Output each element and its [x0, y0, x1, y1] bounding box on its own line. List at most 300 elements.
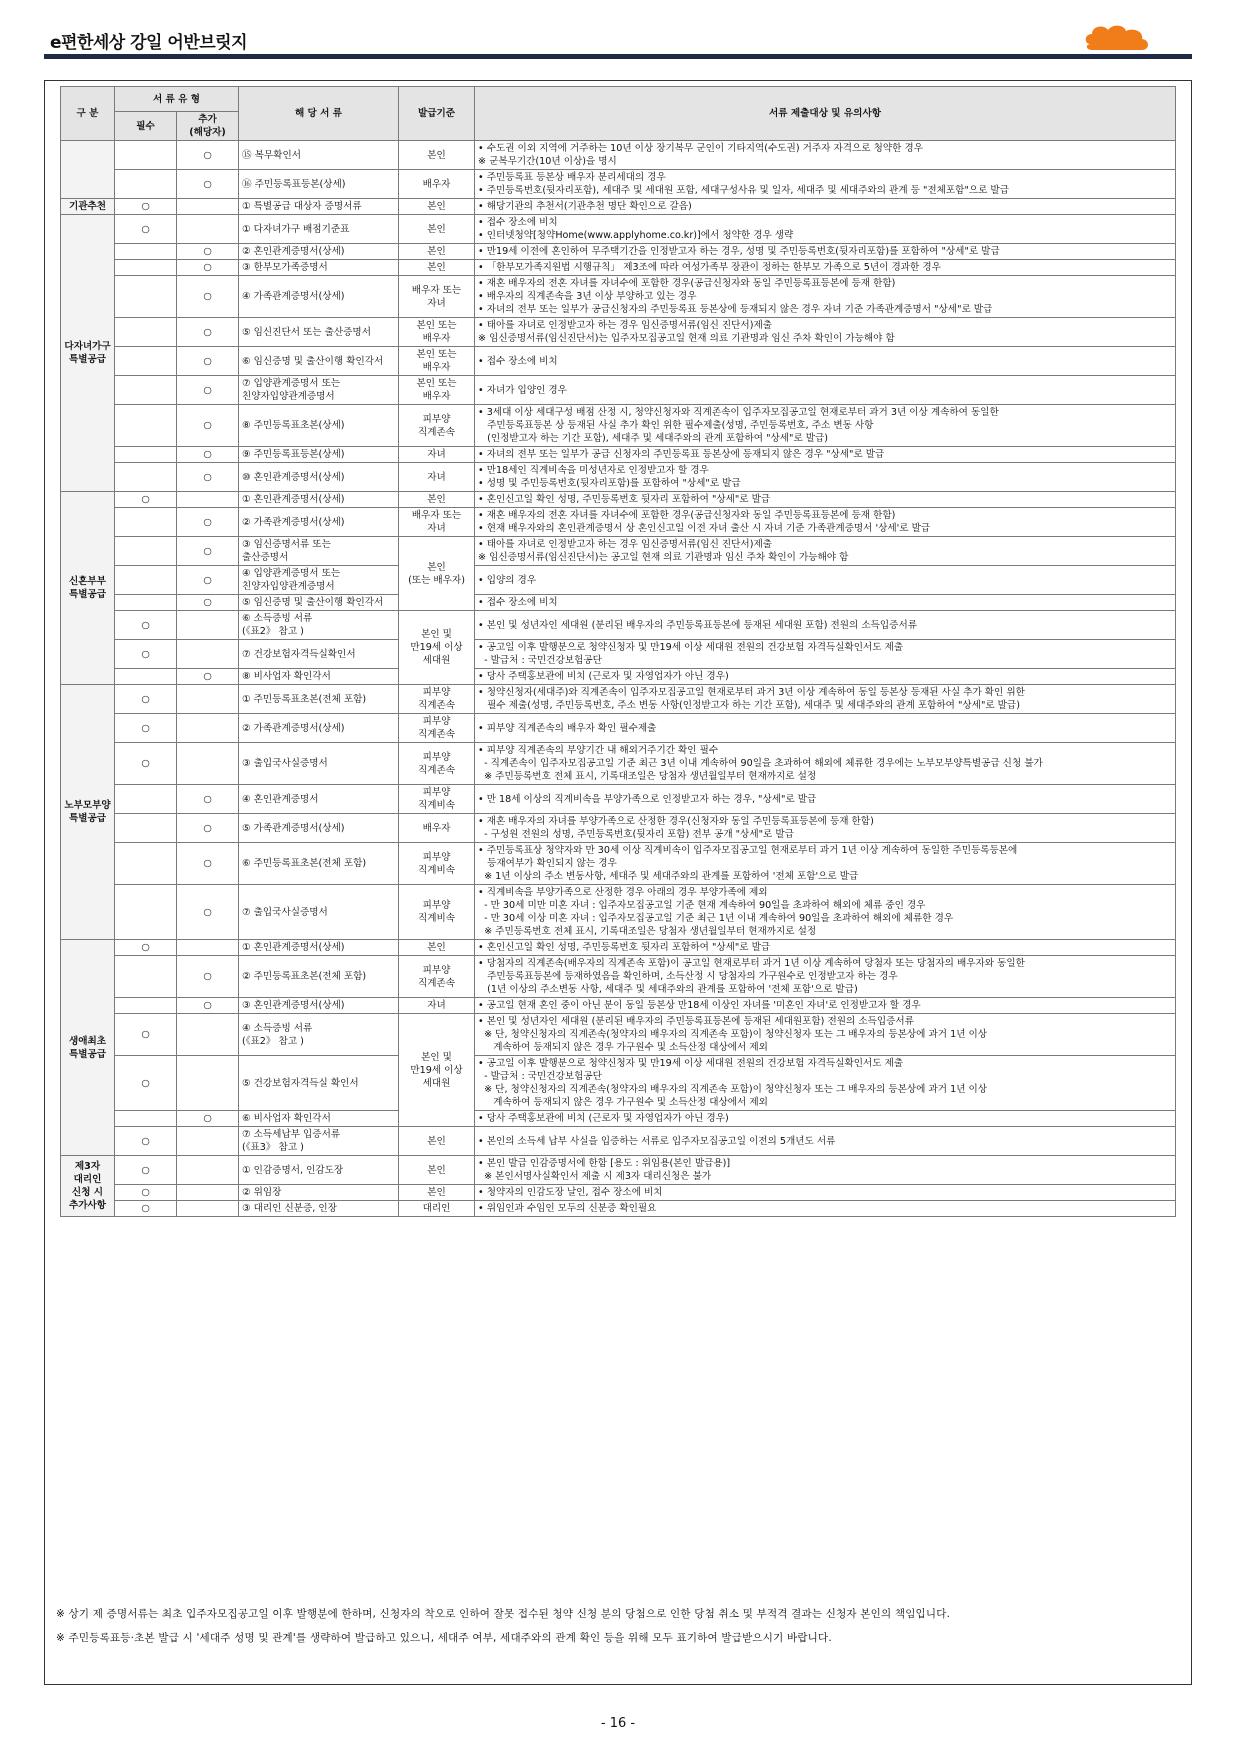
notes-cell [475, 814, 1176, 843]
category-cell: 신혼부부 특별공급 [61, 492, 115, 685]
document-name: ⑤ 가족관계증명서(상세) [239, 814, 399, 843]
document-name: ① 혼인관계증명서(상세) [239, 492, 399, 508]
note-line: • 혼인신고일 확인 성명, 주민등록번호 뒷자리 포함하여 "상세"로 발급 [478, 494, 771, 505]
issue-basis: 피부양 직계존속 [399, 685, 475, 714]
required-mark: ○ [115, 492, 177, 508]
table-row [61, 141, 1176, 170]
note-line: - 만 30세 이상 미혼 자녀 : 입주자모집공고일 기준 최근 1년 이내 계속하여 90일을 초과하여 해외에 체류한 경우 [478, 913, 954, 924]
additional-mark: ○ [177, 244, 239, 260]
table-row [61, 714, 1176, 743]
document-name: ⑥ 비사업자 확인각서 [239, 1111, 399, 1127]
issue-basis: 본인 [399, 244, 475, 260]
notes-cell [475, 141, 1176, 170]
footnote: ※ 주민등록표등·초본 발급 시 '세대주 성명 및 관계'를 생략하여 발급하고 있으니, 세대주 여부, 세대주와의 관계 확인 등을 위해 모두 표기하여 발급받으시기 바랍니다. [56, 1632, 832, 1644]
note-line: 계속하여 등재되지 않은 경우 가구원수 및 소득산정 대상에서 제외 [478, 1097, 768, 1108]
col-header-additional: 추가 (해당자) [177, 112, 239, 141]
notes-cell [475, 170, 1176, 199]
table-row [61, 463, 1176, 492]
issue-basis: 피부양 직계존속 [399, 714, 475, 743]
note-line: 계속하여 등재되지 않은 경우 가구원수 및 소득산정 대상에서 제외 [478, 1042, 768, 1053]
notes-cell [475, 714, 1176, 743]
required-mark: ○ [115, 1201, 177, 1217]
additional-mark: ○ [177, 843, 239, 885]
note-line: (인정받고자 하는 기간 포함), 세대주 및 세대주와의 관계 포함하여 "상세"로 발급) [478, 433, 829, 444]
document-name: ② 위임장 [239, 1185, 399, 1201]
note-line: • 접수 장소에 비치 [478, 355, 558, 367]
category-cell: 제3자 대리인 신청 시 추가사항 [61, 1156, 115, 1217]
category-cell: 노부모부양 특별공급 [61, 685, 115, 940]
note-line: ※ 군복무기간(10년 이상)을 명시 [478, 156, 617, 167]
additional-mark [177, 1014, 239, 1056]
required-mark [115, 141, 177, 170]
note-line: - 발급처 : 국민건강보험공단 [478, 655, 602, 666]
table-row [61, 537, 1176, 566]
note-line: ※ 단, 청약신청자의 직계존속(청약자의 배우자의 직계존속 포함)이 청약신청자 또는 그 배우자의 등본상에 과거 1년 이상 [478, 1084, 988, 1095]
issue-basis: 배우자 또는 자녀 [399, 508, 475, 537]
required-mark [115, 276, 177, 318]
issue-basis: 본인 [399, 1156, 475, 1185]
note-line: • 혼인신고일 확인 성명, 주민등록번호 뒷자리 포함하여 "상세"로 발급 [478, 942, 771, 953]
category-cell [61, 141, 115, 199]
footnote: ※ 상기 제 증명서류는 최초 입주자모집공고일 이후 발행분에 한하며, 신청자의 착오로 인하여 잘못 접수된 청약 신청 분의 당첨으로 인한 당첨 취소 및 부적격 결과는 신청자 본인의 책임입니다. [56, 1608, 951, 1620]
required-mark [115, 447, 177, 463]
document-name: ④ 입양관계증명서 또는 친양자입양관계증명서 [239, 566, 399, 595]
document-name: ④ 가족관계증명서(상세) [239, 276, 399, 318]
notes-cell [475, 1014, 1176, 1056]
required-mark [115, 347, 177, 376]
issue-basis: 본인 [399, 141, 475, 170]
note-line: - 구성원 전원의 성명, 주민등록번호(뒷자리 포함) 전부 공개 "상세"로 발급 [478, 829, 794, 840]
note-line: 주민등록표등본 상 등재된 사실 추가 확인 위한 필수제출(성명, 주민등록번호, 주소 변동 사항 [478, 420, 874, 431]
additional-mark [177, 685, 239, 714]
additional-mark [177, 1056, 239, 1111]
required-mark [115, 376, 177, 405]
note-line: • 위임인과 수임인 모두의 신분증 확인필요 [478, 1203, 657, 1214]
note-line: • 공고일 이후 발행분으로 청약신청자 및 만19세 이상 세대원 전원의 건강보험 자격득실확인서도 제출 [478, 642, 904, 653]
note-line: • 주민등록표 등본상 배우자 분리세대의 경우 [478, 172, 666, 183]
notes-cell [475, 998, 1176, 1014]
issue-basis: 배우자 또는 자녀 [399, 276, 475, 318]
issue-basis: 배우자 [399, 170, 475, 199]
notes-cell [475, 669, 1176, 685]
document-name: ⑦ 출입국사실증명서 [239, 885, 399, 940]
note-line: • 피부양 직계존속의 배우자 확인 필수제출 [478, 722, 657, 734]
required-mark: ○ [115, 640, 177, 669]
document-name: ⑦ 건강보험자격득실확인서 [239, 640, 399, 669]
issue-basis: 본인 [399, 1127, 475, 1156]
table-row [61, 447, 1176, 463]
note-line: • 3세대 이상 세대구성 배점 산정 시, 청약신청자와 직계존속이 입주자모집공고일 현재로부터 과거 3년 이상 계속하여 동일한 [478, 407, 999, 418]
issue-basis: 본인 또는 배우자 [399, 376, 475, 405]
document-name: ⑥ 소득증빙 서류 (《표2》 참고 ) [239, 611, 399, 640]
required-mark [115, 814, 177, 843]
table-row [61, 785, 1176, 814]
issue-basis: 본인 [399, 199, 475, 215]
table-row [61, 508, 1176, 537]
required-mark [115, 843, 177, 885]
note-line: • 당사 주택홍보관에 비치 (근로자 및 자영업자가 아닌 경우) [478, 671, 729, 682]
required-mark [115, 508, 177, 537]
notes-cell [475, 318, 1176, 347]
additional-mark: ○ [177, 276, 239, 318]
table-row [61, 318, 1176, 347]
table-row [61, 940, 1176, 956]
document-name: ⑨ 주민등록표등본(상세) [239, 447, 399, 463]
notes-cell [475, 843, 1176, 885]
required-documents-table [60, 86, 1176, 1217]
page-header-title: e편한세상 강일 어반브릿지 [50, 33, 248, 53]
required-mark [115, 885, 177, 940]
issue-basis: 자녀 [399, 447, 475, 463]
document-name: ② 혼인관계증명서(상세) [239, 244, 399, 260]
notes-cell [475, 685, 1176, 714]
required-mark [115, 998, 177, 1014]
notes-cell [475, 1127, 1176, 1156]
table-row [61, 199, 1176, 215]
notes-cell [475, 940, 1176, 956]
document-name: ① 특별공급 대상자 증명서류 [239, 199, 399, 215]
table-row [61, 276, 1176, 318]
document-name: ④ 혼인관계증명서 [239, 785, 399, 814]
note-line: • 자녀의 전부 또는 일부가 공급 신청자의 주민등록표 등본상에 등재되지 않은 경우 "상세"로 발급 [478, 449, 885, 460]
document-name: ② 주민등록표초본(전체 포함) [239, 956, 399, 998]
document-name: ⑮ 복무확인서 [239, 141, 399, 170]
table-row [61, 640, 1176, 669]
required-mark: ○ [115, 1156, 177, 1185]
col-header-issue-basis: 발급기준 [399, 87, 475, 141]
header-divider [44, 54, 1192, 59]
additional-mark [177, 215, 239, 244]
additional-mark [177, 743, 239, 785]
additional-mark: ○ [177, 405, 239, 447]
table-row [61, 347, 1176, 376]
additional-mark: ○ [177, 956, 239, 998]
note-line: • 청약자의 인감도장 날인, 접수 장소에 비치 [478, 1187, 663, 1198]
note-line: ※ 본인서명사실확인서 제출 시 제3자 대리신청은 불가 [478, 1171, 712, 1182]
note-line: - 직계존속이 입주자모집공고일 기준 최근 3년 이내 계속하여 90일을 초과하여 해외에 체류한 경우에는 노부모부양특별공급 신청 불가 [478, 758, 1043, 769]
required-mark: ○ [115, 685, 177, 714]
document-name: ① 인감증명서, 인감도장 [239, 1156, 399, 1185]
document-name: ⑤ 임신증명 및 출산이행 확인각서 [239, 595, 399, 611]
note-line: - 발급처 : 국민건강보험공단 [478, 1071, 602, 1082]
notes-cell [475, 347, 1176, 376]
note-line: • 자녀의 전부 또는 일부가 공급신청자의 주민등록표 등본상에 등재되지 않은 경우 자녀 기준 가족관계증명서 "상세"로 발급 [478, 304, 993, 315]
note-line: • 본인 발급 인감증명서에 한함 [용도 : 위임용(본인 발급용)] [478, 1158, 731, 1169]
col-header-document: 해 당 서 류 [239, 87, 399, 141]
document-name: ⑤ 임신진단서 또는 출산증명서 [239, 318, 399, 347]
table-row [61, 376, 1176, 405]
table-row [61, 1156, 1176, 1185]
notes-cell [475, 1185, 1176, 1201]
notes-cell [475, 611, 1176, 640]
notes-cell [475, 276, 1176, 318]
col-header-required: 필수 [115, 112, 177, 141]
note-line: • 만18세인 직계비속을 미성년자로 인정받고자 할 경우 [478, 465, 709, 476]
note-line: • 주민등록표상 청약자와 만 30세 이상 직계비속이 입주자모집공고일 현재로부터 과거 1년 이상 계속하여 동일한 주민등록등본에 [478, 845, 1018, 856]
document-name: ③ 한부모가족증명서 [239, 260, 399, 276]
note-line: ※ 주민등록번호 전체 표시, 기록대조일은 당첨자 생년월일부터 현재까지로 설정 [478, 926, 817, 937]
table-row [61, 1185, 1176, 1201]
note-line: • 당첨자의 직계존속(배우자의 직계존속 포함)이 공고일 현재로부터 과거 1년 이상 계속하여 당첨자 또는 당첨자의 배우자와 동일한 [478, 958, 1025, 969]
additional-mark: ○ [177, 318, 239, 347]
col-header-doc-type: 서 류 유 형 [115, 87, 239, 112]
document-name: ④ 소득증빙 서류 (《표2》 참고 ) [239, 1014, 399, 1056]
issue-basis: 피부양 직계비속 [399, 843, 475, 885]
issue-basis: 본인 또는 배우자 [399, 347, 475, 376]
notes-cell [475, 885, 1176, 940]
page-number: - 16 - [600, 1716, 636, 1731]
note-line: • 본인 및 성년자인 세대원 (분리된 배우자의 주민등록표등본에 등재된 세대원포함) 전원의 소득입증서류 [478, 1016, 914, 1027]
document-name: ⑯ 주민등록표등본(상세) [239, 170, 399, 199]
additional-mark: ○ [177, 537, 239, 566]
notes-cell [475, 260, 1176, 276]
notes-cell [475, 215, 1176, 244]
col-header-category: 구 분 [61, 87, 115, 141]
table-row [61, 814, 1176, 843]
required-mark [115, 405, 177, 447]
table-row [61, 492, 1176, 508]
note-line: • 수도권 이외 지역에 거주하는 10년 이상 장기복무 군인이 기타지역(수도권) 거주자 자격으로 청약한 경우 [478, 143, 923, 154]
note-line: • 태아를 자녀로 인정받고자 하는 경우 임신증명서류(임신 진단서)제출 [478, 320, 772, 331]
notes-cell [475, 376, 1176, 405]
table-row [61, 244, 1176, 260]
notes-cell [475, 1156, 1176, 1185]
additional-mark: ○ [177, 814, 239, 843]
notes-cell [475, 463, 1176, 492]
additional-mark [177, 1156, 239, 1185]
required-mark: ○ [115, 199, 177, 215]
issue-basis: 본인 [399, 215, 475, 244]
note-line: • 접수 장소에 비치 [478, 597, 558, 608]
issue-basis: 대리인 [399, 1201, 475, 1217]
note-line: • 피부양 직계존속의 부양기간 내 해외거주기간 확인 필수 [478, 745, 719, 756]
document-name: ⑤ 건강보험자격득실 확인서 [239, 1056, 399, 1111]
note-line: ※ 1년 이상의 주소 변동사항, 세대주 및 세대주와의 관계를 포함하여 '전체 포함'으로 발급 [478, 871, 859, 882]
required-mark [115, 318, 177, 347]
issue-basis: 본인 [399, 492, 475, 508]
notes-cell [475, 508, 1176, 537]
note-line: ※ 단, 청약신청자의 직계존속(청약자의 배우자의 직계존속 포함)이 청약신청자 또는 그 배우자의 등본상에 과거 1년 이상 [478, 1029, 988, 1040]
table-row [61, 685, 1176, 714]
required-mark: ○ [115, 940, 177, 956]
document-name: ⑥ 임신증명 및 출산이행 확인각서 [239, 347, 399, 376]
required-mark: ○ [115, 714, 177, 743]
note-line: (1년 이상의 주소변동 사항, 세대주 및 세대주와의 관계를 포함하여 '전체 포함'으로 발급) [478, 984, 858, 995]
note-line: • 입양의 경우 [478, 574, 537, 586]
note-line: ※ 임신증명서류(임신진단서)는 공고일 현재 의료 기관명과 임신 주차 확인이 가능해야 함 [478, 552, 849, 563]
issue-basis: 피부양 직계존속 [399, 743, 475, 785]
document-name: ⑥ 주민등록표초본(전체 포함) [239, 843, 399, 885]
note-line: ※ 임신증명서류(임신진단서)는 입주자모집공고일 현재 의료 기관명과 임신 주차 확인이 가능해야 함 [478, 333, 895, 344]
note-line: 등재여부가 확인되지 않는 경우 [478, 858, 617, 869]
required-mark [115, 463, 177, 492]
issue-basis: 본인 또는 배우자 [399, 318, 475, 347]
required-mark [115, 669, 177, 685]
table-row [61, 1014, 1176, 1056]
issue-basis: 자녀 [399, 998, 475, 1014]
additional-mark: ○ [177, 595, 239, 611]
note-line: • 인터넷청약[청약Home(www.applyhome.co.kr)]에서 청약한 경우 생략 [478, 230, 794, 241]
notes-cell [475, 785, 1176, 814]
required-mark [115, 244, 177, 260]
required-mark [115, 956, 177, 998]
document-name: ① 주민등록표초본(전체 포함) [239, 685, 399, 714]
document-name: ③ 혼인관계증명서(상세) [239, 998, 399, 1014]
issue-basis: 본인 및 만19세 이상 세대원 [399, 1014, 475, 1127]
table-row [61, 885, 1176, 940]
notes-cell [475, 1056, 1176, 1111]
additional-mark [177, 199, 239, 215]
required-mark [115, 1111, 177, 1127]
notes-cell [475, 492, 1176, 508]
table-row [61, 566, 1176, 595]
col-header-notes: 서류 제출대상 및 유의사항 [475, 87, 1176, 141]
table-row [61, 1056, 1176, 1111]
additional-mark [177, 940, 239, 956]
issue-basis: 자녀 [399, 463, 475, 492]
note-line: • 재혼 배우자의 전혼 자녀를 자녀수에 포함한 경우(공급신청자와 동일 주민등록표등본에 등재 한함) [478, 510, 896, 521]
table-row [61, 260, 1176, 276]
required-mark [115, 260, 177, 276]
category-cell: 기관추천 [61, 199, 115, 215]
additional-mark: ○ [177, 669, 239, 685]
document-name: ⑧ 주민등록표초본(상세) [239, 405, 399, 447]
additional-mark [177, 1201, 239, 1217]
notes-cell [475, 244, 1176, 260]
issue-basis: 배우자 [399, 814, 475, 843]
additional-mark: ○ [177, 260, 239, 276]
note-line: • 직계비속을 부양가족으로 산정한 경우 아래의 경우 부양가족에 제외 [478, 887, 768, 898]
issue-basis: 피부양 직계비속 [399, 885, 475, 940]
issue-basis: 본인 (또는 배우자) [399, 537, 475, 611]
additional-mark: ○ [177, 566, 239, 595]
additional-mark [177, 1127, 239, 1156]
issue-basis: 본인 [399, 1185, 475, 1201]
brand-logo-icon [1082, 22, 1152, 54]
note-line: ※ 주민등록번호 전체 표시, 기록대조일은 당첨자 생년월일부터 현재까지로 설정 [478, 771, 817, 782]
additional-mark: ○ [177, 785, 239, 814]
required-mark [115, 566, 177, 595]
category-cell: 생애최초 특별공급 [61, 940, 115, 1156]
required-mark: ○ [115, 215, 177, 244]
additional-mark: ○ [177, 376, 239, 405]
note-line: • 재혼 배우자의 전혼 자녀를 자녀수에 포함한 경우(공급신청자와 동일 주민등록표등본에 등재 한함) [478, 278, 896, 289]
table-row [61, 843, 1176, 885]
table-row [61, 595, 1176, 611]
note-line: • 주민등록번호(뒷자리포함), 세대주 및 세대원 포함, 세대구성사유 및 일자, 세대주 및 세대주와의 관계 등 "전체포함"으로 발급 [478, 185, 1009, 196]
additional-mark: ○ [177, 998, 239, 1014]
table-row [61, 998, 1176, 1014]
note-line: • 만19세 이전에 혼인하여 무주택기간을 인정받고자 하는 경우, 성명 및 주민등록번호(뒷자리포함)를 포함하여 "상세"로 발급 [478, 246, 1000, 257]
category-cell: 다자녀가구 특별공급 [61, 215, 115, 492]
additional-mark [177, 714, 239, 743]
document-name: ⑦ 소득세납부 입증서류 (《표3》 참고 ) [239, 1127, 399, 1156]
note-line: 필수 제출(성명, 주민등록번호, 주소 변동 사항(인정받고자 하는 기간 포함), 세대주 및 세대주와의 관계 포함하여 "상세"로 발급) [478, 700, 1020, 711]
note-line: • 배우자의 직계존속을 3년 이상 부양하고 있는 경우 [478, 291, 697, 302]
notes-cell [475, 743, 1176, 785]
document-name: ⑦ 입양관계증명서 또는 친양자입양관계증명서 [239, 376, 399, 405]
document-name: ① 혼인관계증명서(상세) [239, 940, 399, 956]
note-line: • 청약신청자(세대주)와 직계존속이 입주자모집공고일 현재로부터 과거 3년 이상 계속하여 동일 등본상 등재된 사실 추가 확인 위한 [478, 687, 1025, 698]
note-line: • 본인의 소득세 납부 사실을 입증하는 서류로 입주자모집공고일 이전의 5개년도 서류 [478, 1135, 836, 1147]
document-name: ① 다자녀가구 배점기준표 [239, 215, 399, 244]
note-line: • 자녀가 입양인 경우 [478, 384, 567, 396]
additional-mark [177, 1185, 239, 1201]
note-line: • 성명 및 주민등록번호(뒷자리포함)를 포함하여 "상세"로 발급 [478, 478, 741, 489]
required-mark [115, 785, 177, 814]
note-line: • 재혼 배우자의 자녀를 부양가족으로 산정한 경우(신청자와 동일 주민등록표등본에 등재 한함) [478, 816, 874, 827]
required-mark [115, 537, 177, 566]
required-mark: ○ [115, 1056, 177, 1111]
notes-cell [475, 956, 1176, 998]
additional-mark [177, 611, 239, 640]
document-name: ③ 대리인 신분증, 인장 [239, 1201, 399, 1217]
additional-mark [177, 492, 239, 508]
issue-basis: 본인 [399, 940, 475, 956]
table-row [61, 743, 1176, 785]
document-name: ② 가족관계증명서(상세) [239, 508, 399, 537]
note-line: • 태아를 자녀로 인정받고자 하는 경우 임신증명서류(임신 진단서)제출 [478, 539, 772, 550]
note-line: • 해당기관의 추천서(기관추천 명단 확인으로 갈음) [478, 201, 692, 212]
required-mark: ○ [115, 611, 177, 640]
additional-mark: ○ [177, 463, 239, 492]
additional-mark: ○ [177, 170, 239, 199]
notes-cell [475, 405, 1176, 447]
document-name: ③ 임신증명서류 또는 출산증명서 [239, 537, 399, 566]
required-mark [115, 170, 177, 199]
issue-basis: 피부양 직계존속 [399, 405, 475, 447]
notes-cell [475, 595, 1176, 611]
required-mark: ○ [115, 1127, 177, 1156]
note-line: - 만 30세 미만 미혼 자녀 : 입주자모집공고일 기준 현재 계속하여 90일을 초과하여 해외에 체류 중인 경우 [478, 900, 926, 911]
table-row [61, 1201, 1176, 1217]
notes-cell [475, 447, 1176, 463]
table-row [61, 170, 1176, 199]
table-row [61, 405, 1176, 447]
issue-basis: 본인 [399, 260, 475, 276]
notes-cell [475, 640, 1176, 669]
notes-cell [475, 537, 1176, 566]
notes-cell [475, 1111, 1176, 1127]
document-name: ⑧ 비사업자 확인각서 [239, 669, 399, 685]
note-line: • 「한부모가족지원법 시행규칙」 제3조에 따라 여성가족부 장관이 정하는 한부모 가족으로 5년이 경과한 경우 [478, 262, 941, 273]
required-mark [115, 595, 177, 611]
notes-cell [475, 199, 1176, 215]
additional-mark: ○ [177, 885, 239, 940]
document-name: ② 가족관계증명서(상세) [239, 714, 399, 743]
table-row [61, 669, 1176, 685]
additional-mark: ○ [177, 141, 239, 170]
additional-mark: ○ [177, 1111, 239, 1127]
issue-basis: 피부양 직계비속 [399, 785, 475, 814]
required-mark: ○ [115, 743, 177, 785]
note-line: 주민등록표등본에 등재하였음을 확인하며, 소득산정 시 당첨자의 가구원수로 인정받고자 하는 경우 [478, 971, 898, 982]
table-row [61, 611, 1176, 640]
notes-cell [475, 566, 1176, 595]
table-row [61, 1127, 1176, 1156]
notes-cell [475, 1201, 1176, 1217]
required-mark: ○ [115, 1014, 177, 1056]
document-name: ③ 출입국사실증명서 [239, 743, 399, 785]
issue-basis: 본인 및 만19세 이상 세대원 [399, 611, 475, 685]
note-line: • 공고일 이후 발행분으로 청약신청자 및 만19세 이상 세대원 전원의 건강보험 자격득실확인서도 제출 [478, 1058, 904, 1069]
required-mark: ○ [115, 1185, 177, 1201]
table-row [61, 215, 1176, 244]
additional-mark: ○ [177, 447, 239, 463]
note-line: • 접수 장소에 비치 [478, 217, 558, 228]
table-row [61, 956, 1176, 998]
note-line: • 만 18세 이상의 직계비속을 부양가족으로 인정받고자 하는 경우, "상세"로 발급 [478, 793, 817, 805]
